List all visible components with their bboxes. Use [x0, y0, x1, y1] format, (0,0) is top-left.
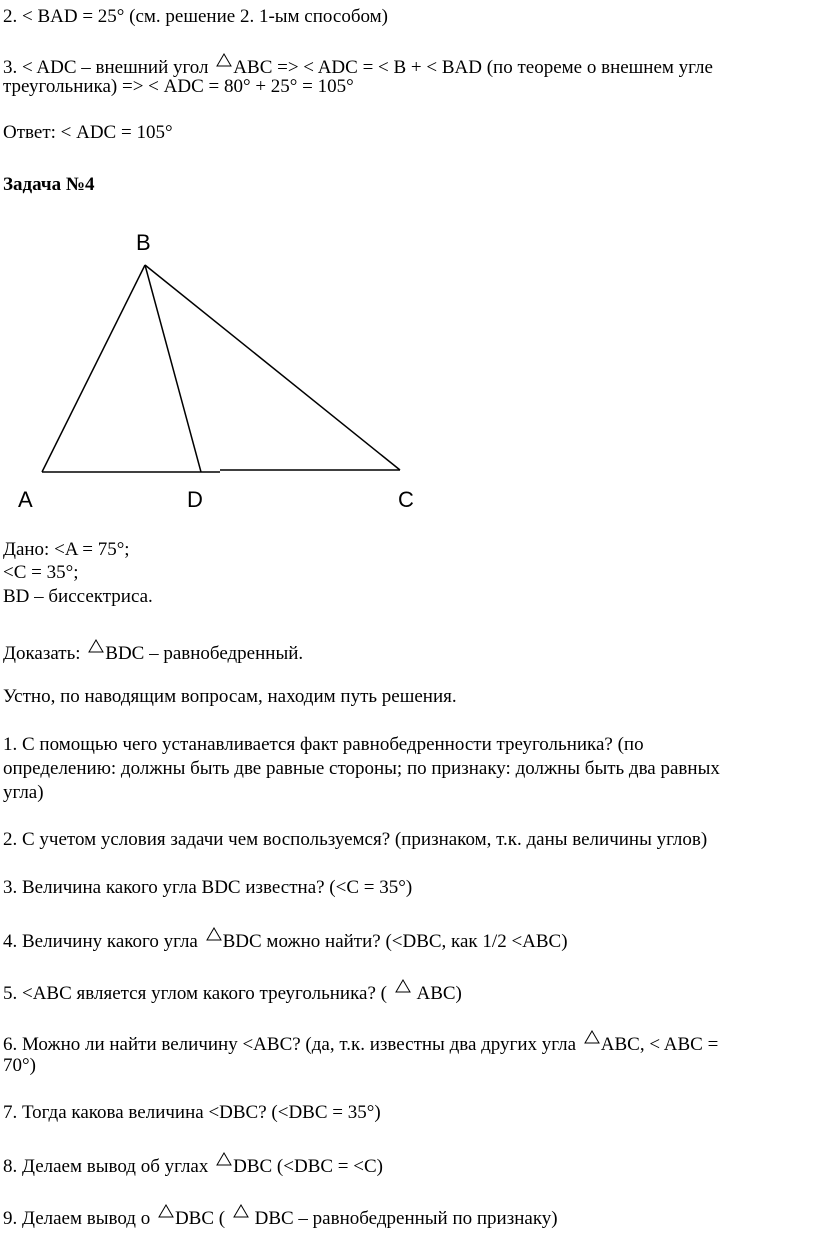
question-6: 70°) [3, 1055, 36, 1076]
text: ABC, < ABC = [600, 1034, 719, 1055]
text: BDC – равнобедренный. [105, 643, 304, 664]
text: DBC – равнобедренный по признаку) [249, 1208, 558, 1229]
triangle-icon [216, 53, 232, 67]
triangle-icon [206, 927, 222, 941]
answer: Ответ: < ADC = 105° [3, 122, 173, 143]
text: Доказать: [3, 643, 86, 664]
side-ab [42, 265, 145, 472]
triangle-icon [216, 1152, 232, 1166]
label-c: C [398, 487, 414, 512]
question-7: 7. Тогда какова величина <DBC? (<DBC = 35°) [3, 1102, 381, 1123]
text: ABC => < ADC = < B + < BAD (по теореме о внешнем угле [233, 57, 713, 78]
label-a: A [18, 487, 33, 512]
triangle-icon [584, 1030, 600, 1044]
triangle-icon [395, 979, 411, 993]
text: 5. <ABC является углом какого треугольника? ( [3, 983, 392, 1004]
question-8 [3, 1152, 383, 1178]
question-1: угла) [3, 782, 44, 803]
label-b: B [136, 230, 151, 255]
text: 3. < ADC – внешний угол [3, 57, 214, 78]
prove-line [3, 639, 303, 665]
triangle-icon [158, 1204, 174, 1218]
question-3: 3. Величина какого угла BDC известна? (<C = 35°) [3, 877, 413, 898]
task-title: Задача №4 [3, 174, 95, 195]
question-9 [3, 1204, 558, 1230]
text: DBC ( [174, 1208, 230, 1229]
text: 6. Можно ли найти величину <ABC? (да, т.к. известны два других угла [3, 1034, 581, 1055]
given-line: Дано: <A = 75°; [3, 539, 130, 560]
question-2: 2. С учетом условия задачи чем воспользуемся? (признаком, т.к. даны величины углов) [3, 829, 708, 850]
question-6 [3, 1030, 718, 1056]
side-bc [145, 265, 400, 470]
question-4 [3, 927, 568, 953]
triangle-icon [88, 639, 104, 653]
text-line: 2. < BAD = 25° (см. решение 2. 1-ым способом) [3, 6, 388, 27]
question-1: 1. С помощью чего устанавливается факт равнобедренности треугольника? (по [3, 734, 644, 755]
given-line: <C = 35°; [3, 562, 79, 583]
bisector-bd [145, 265, 201, 472]
question-5 [3, 979, 462, 1005]
text-line: треугольника) => < ADC = 80° + 25° = 105° [3, 76, 354, 97]
text: ABC) [411, 983, 462, 1004]
label-d: D [187, 487, 203, 512]
question-1: определению: должны быть две равные стороны; по признаку: должны быть два равных [3, 758, 720, 779]
intro: Устно, по наводящим вопросам, находим путь решения. [3, 686, 457, 707]
text: 9. Делаем вывод о [3, 1208, 155, 1229]
text: 8. Делаем вывод об углах [3, 1156, 214, 1177]
text: BDC можно найти? (<DBC, как 1/2 <ABC) [222, 931, 568, 952]
text: 4. Величину какого угла [3, 931, 203, 952]
given-line: BD – биссектриса. [3, 586, 153, 607]
triangle-icon [233, 1204, 249, 1218]
text: DBC (<DBC = <C) [233, 1156, 383, 1177]
triangle-figure [0, 225, 440, 515]
